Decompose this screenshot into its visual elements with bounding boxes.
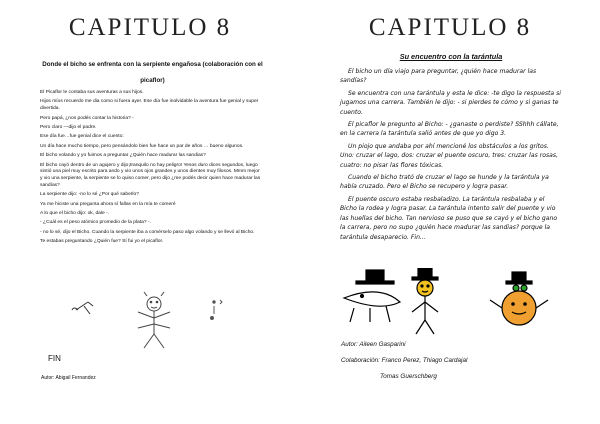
paragraph: El Picaflor le contaba sus aventuras a sus hijos. <box>40 90 144 95</box>
paragraph: A lo que el bicho dijo: ok, dale -. <box>40 211 110 217</box>
paragraph: El bicho un día viajo para preguntar, ¿quién hace madurar las sandías? <box>340 68 537 85</box>
paragraph: Pero claro —dijo el padre. <box>40 124 97 130</box>
paragraph: El bicho volando y yo fuimos a preguntar ¿Quién hace madurar las sandias? <box>40 153 206 159</box>
insect-drawing <box>138 292 170 348</box>
paragraph: El puente oscuro estaba resbaladizo. La tarántula resbalaba y el Bicho la rodea y logra pasar. La tarántula intento salir del puente y vio las huellas del bicho. Tan nervioso se puso que se cayó y el bicho gano la carrera, pero no supo ¿quién hace madurar las sandias? porque la tarántula desaparecio. Fin… <box>340 195 558 241</box>
right-page <box>300 0 600 424</box>
paragraph: El picaflor le pregunto al Bicho: - ¿ganaste o perdiste? SShhh cállate, en la carrera la tarántula salió antes de que yo digo 3. <box>340 121 559 138</box>
characters-drawing <box>340 268 560 340</box>
round-creature-with-hat <box>490 272 548 325</box>
paragraph: Un piojo que andaba por ahí mencioné los obstáculos a los gritos. Uno: cruzar el lago, dos: cruzar el puente oscuro, tres: cruzar las rosas, cuatro: no pisar las flores tóxicas. <box>340 142 558 169</box>
paragraph: Te estabas preguntando ¿Quién fue? Sí fui yo el picaflor. <box>40 239 164 245</box>
paragraph: Hijos míos recuerdo me dia como si fuera ayer. Ese día fue inolvidable la aventura fue genial y super divertida. <box>40 99 259 112</box>
snake-drawing <box>211 300 223 320</box>
author-credit: Autor: Abigail Fernandez <box>41 375 96 381</box>
paragraph: La serpiente dijo: -no lo sé ¿Por qué saberlo? <box>40 192 139 198</box>
bug-figure <box>72 302 93 314</box>
paragraph: Ese día fue…fue genial dice el cuento: <box>40 134 124 140</box>
paragraph: El bicho cayó dentro de un agujero y dijo¡tranquilo no hay peligro! Yesos duro dices segundos, luego sintió una piel muy escrito para ando y vio unos ojos grandes y unos dientes muy filosos. Mmm mejor y vio una serpiente, la serpiente se lo quiso comer, pero dijo ¿me podés decir quien hace madurar las sandías? <box>40 162 261 188</box>
fin-label: FIN <box>48 354 61 363</box>
bug-with-hat <box>344 270 400 322</box>
story-text <box>40 90 262 249</box>
paragraph: Cuando el bicho trató de cruzar el lago se hunde y la tarántula ya había cruzado. Pero el Bicho se recupero y logra pasar. <box>340 174 549 191</box>
paragraph: Ya me hiciste una pregunta ahora sí fallas en la mía te comeré <box>40 201 176 207</box>
paragraph: - ¿Cuál es el peso atómico promedio de la plata? -. <box>40 220 151 226</box>
author-credit: Autor: Aileen Gasparini <box>341 341 406 348</box>
chapter-title: CAPITULO 8 <box>368 14 532 41</box>
paragraph: Un día hace mucho tiempo, pero pensándolo bien fue hace un par de años … bueno algunos. <box>40 143 244 149</box>
chapter-title: CAPITULO 8 <box>68 14 232 41</box>
collaboration-credit: Colaboración: Franco Perez, Thiago Cardajal <box>341 357 468 364</box>
collaboration-credit-2: Tomas Guerschberg <box>380 373 437 380</box>
story-drawing <box>60 290 260 370</box>
paragraph: - no lo sé, dijo el Bicho. Cuando la serpiente iba a comérselo paso algo volando y se llevó al Bicho. <box>40 229 255 235</box>
chapter-subtitle: Donde el bicho se enfrenta con la serpiente engañosa (colaboración con el picaflor) <box>42 61 263 84</box>
paragraph: Pero papá, ¿nos podés contar la historia? - <box>40 115 134 121</box>
story-text <box>340 67 562 245</box>
stick-figure-with-hat <box>412 268 438 334</box>
paragraph: Se encuentra con una tarántula y esta le dice: -te digo la respuesta si jugamos una carrera. También le dijo: - si pierdes te cómo y si ganas te cuento. <box>340 89 561 116</box>
chapter-subtitle: Su encuentro con la tarántula <box>399 52 503 61</box>
